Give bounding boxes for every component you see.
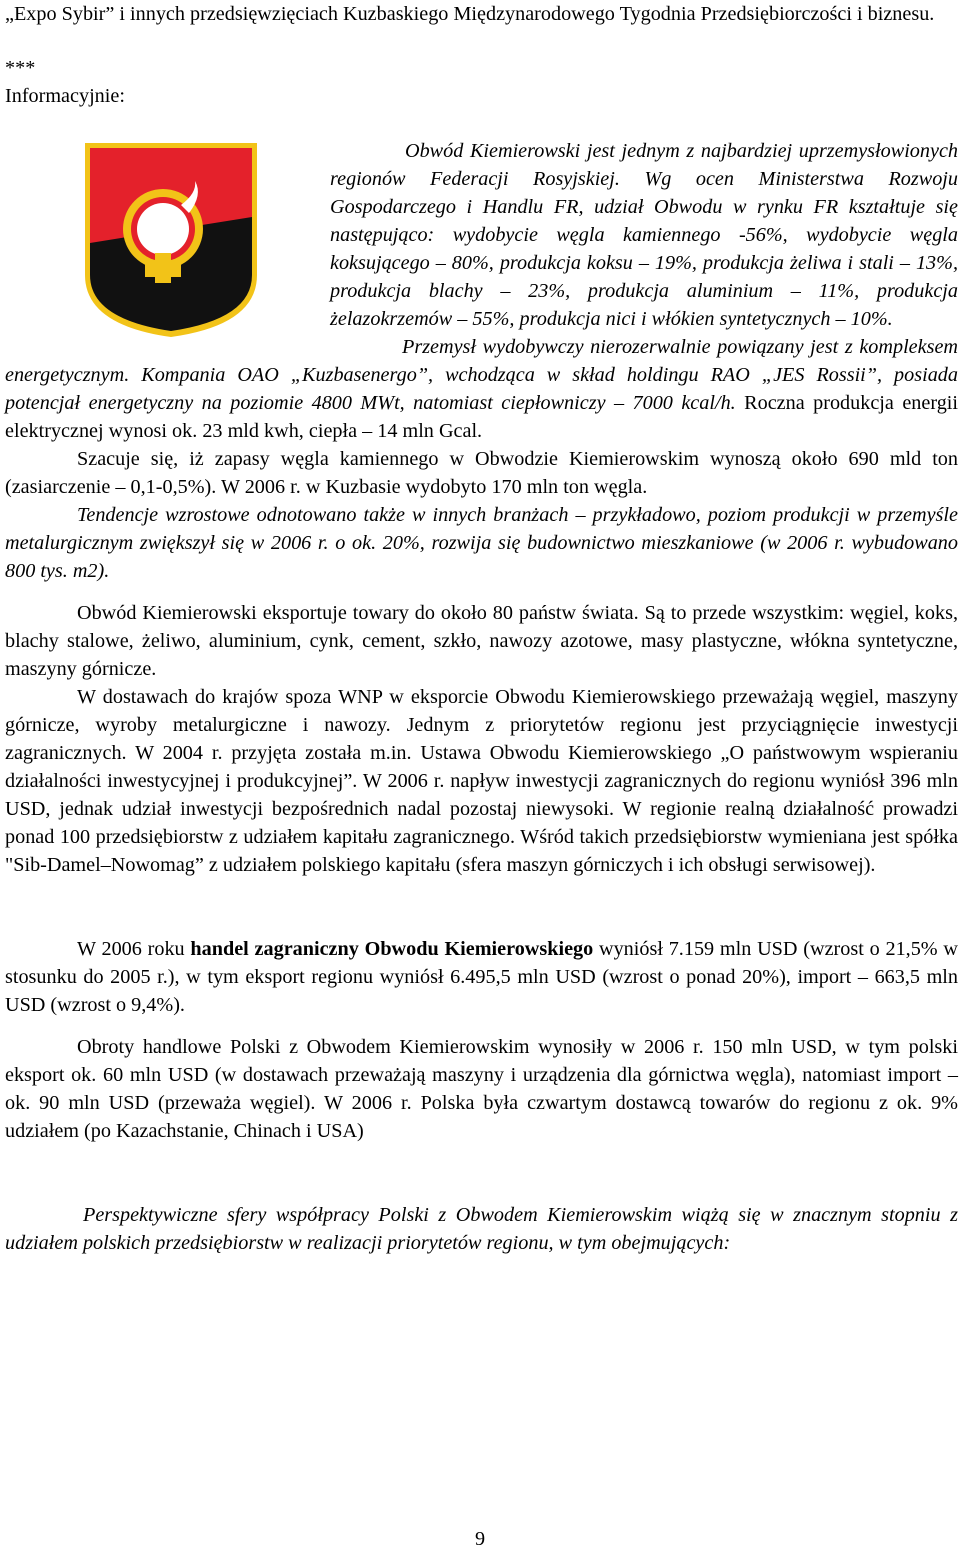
para-foreign-trade-b: wyniósł 7.159 mln USD (wzrost o 21,5% w stosunku do 2005 r.), w tym eksport regionu wyniósł 6.495,5 mln USD (wzrost o ponad 20%), import – 663,5 mln USD (wzrost o 9,4%). [5,938,958,1016]
intro-line: „Expo Sybir” i innych przedsięwzięciach Kuzbaskiego Międzynarodowego Tygodnia Przedsiębiorczości i biznesu. [5,3,935,25]
para-cooperation: Perspektywiczne sfery współpracy Polski z Obwodem Kiemierowskim wiążą się w znacznym stopniu z udziałem polskich przedsiębiorstw w realizacji priorytetów regionu, w tym obejmujących: [5,1204,958,1254]
para-growth-trends: Tendencje wzrostowe odnotowano także w innych branżach – przykładowo, poziom produkcji w przemyśle metalurgicznym zwiększył się w 2006 r. o ok. 20%, rozwija się budownictwo mieszkaniowe (w 2006 r. wybudowano 800 tys. m2). [5,504,958,582]
document-page [5,0,958,1257]
separator-stars: *** [5,57,36,79]
para-industry-share: Obwód Kiemierowski jest jednym z najbardziej uprzemysłowionych regionów Federacji Rosyjskiej. Wg ocen Ministerstwa Rozwoju Gospodarczego i Handlu FR, udział Obwodu w rynku FR kształtuje się następująco: wydobycie węgla kamiennego -56%, wydobycie węgla koksującego – 80%, produkcja koksu – 19%, produkcja żeliwa i stali – 13%, produkcja blachy – 23%, produkcja aluminium – 11%, produkcja żelazokrzemów – 55%, produkcja nici i włókien syntetycznych – 10%. [330,140,958,330]
para-energy-italic: Przemysł wydobywczy nierozerwalnie powiązany jest z kompleksem energetycznym. Kompania OAO „Kuzbasenergo”, wchodząca w skład holdingu RAO „JES Rossii”, posiada potencjał energetyczny na poziomie 4800 MWt, natomiast ciepłowniczy – 7000 kcal/h. [5,336,958,414]
para-energy-rest: Roczna produkcja energii elektrycznej wynosi ok. 23 mld kwh, ciepła – 14 mln Gcal. [5,392,959,442]
page-number: 9 [474,1528,486,1550]
para-poland-trade: Obroty handlowe Polski z Obwodem Kiemierowskim wynosiły w 2006 r. 150 mln USD, w tym polski eksport ok. 60 mln USD (w dostawach przeważają maszyny i urządzenia dla górnictwa węgla), natomiast import – ok. 90 mln USD (przeważa węgiel). W 2006 r. Polska była czwartym dostawcą towarów do regionu z ok. 9% udziałem (po Kazachstanie, Chinach i USA) [5,1036,958,1142]
kemerovo-coat-of-arms-icon [5,139,330,341]
para-coal-reserves: Szacuje się, iż zapasy węgla kamiennego w Obwodzie Kiemierowskim wynoszą około 690 mld ton (zasiarczenie – 0,1-0,5%). W 2006 r. w Kuzbasie wydobyto 170 mln ton węgla. [5,448,958,498]
info-label: Informacyjnie: [5,85,125,107]
para-foreign-trade-a: W 2006 roku [77,938,191,960]
crest-float [5,139,330,341]
para-foreign-trade [5,935,958,1019]
para-foreign-trade-bold: handel zagraniczny Obwodu Kiemierowskiego [190,938,594,960]
para-investment: W dostawach do krajów spoza WNP w eksporcie Obwodu Kiemierowskiego przeważają węgiel, maszyny górnicze, wyroby metalurgiczne i nawozy. Jednym z priorytetów regionu jest przyciągnięcie inwestycji zagranicznych. W 2004 r. przyjęta została m.in. Ustawa Obwodu Kiemierowskiego „O państwowym wspieraniu działalności inwestycyjnej i produkcyjnej”. W 2006 r. napływ inwestycji zagranicznych do regionu wyniósł 396 mln USD, jednak udział inwestycji bezpośrednich nadal pozostaj niewysoki. W regionie realną działalność prowadzi ponad 100 przedsiębiorstw z udziałem kapitału zagranicznego. Wśród takich przedsiębiorstw wymieniana jest spółka "Sib-Damel–Nowomag” z udziałem polskiego kapitału (sfera maszyn górniczych i ich obsługi serwisowej). [5,686,958,876]
intro-block [5,0,958,137]
para-exports: Obwód Kiemierowski eksportuje towary do około 80 państw świata. Są to przede wszystkim: węgiel, koks, blachy stalowe, żeliwo, aluminium, cynk, cement, szkło, nawozy azotowe, masy plastyczne, włókna syntetyczne, maszyny górnicze. [5,602,958,680]
para-energy [5,333,958,445]
